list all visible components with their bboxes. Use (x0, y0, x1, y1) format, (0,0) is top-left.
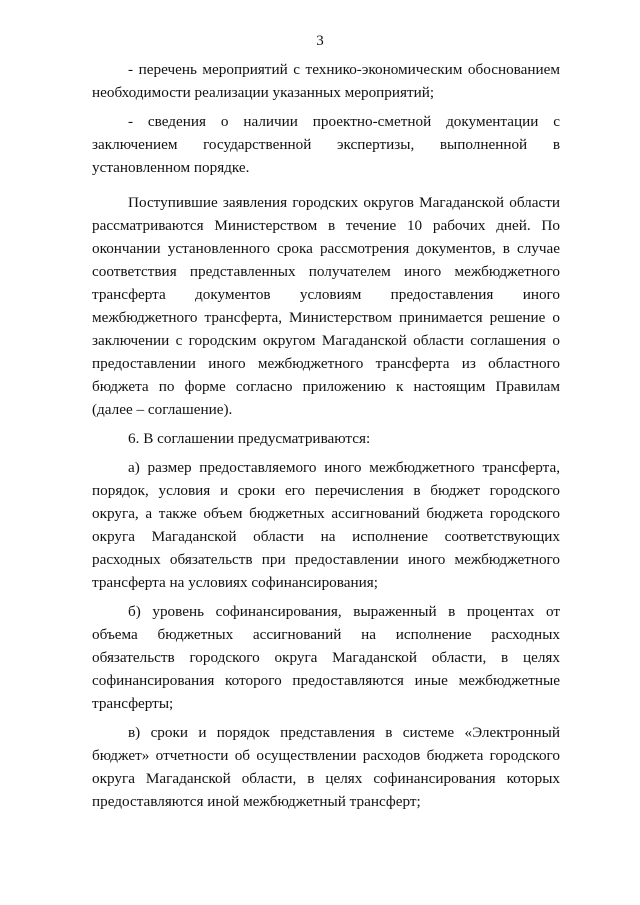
clause-b: б) уровень софинансирования, выраженный в процентах от объема бюджетных ассигнований на исполнение расходных обязательств городского округа Магаданской области, в целях софинансирования которого предоставляются иные межбюджетные трансферты; (92, 603, 560, 712)
section-heading-6: 6. В соглашении предусматриваются: (128, 430, 371, 447)
paragraph-review: Поступившие заявления городских округов Магаданской области рассматриваются Министерством в течение 10 рабочих дней. По окончании установленного срока рассмотрения документов, в случае соответствия представленных получателем иного межбюджетного трансферта документов условиям предоставления иного межбюджетного трансферта, Министерством принимается решение о заключении с городским округом Магаданской области соглашения о предоставлении иного межбюджетного трансферта из областного бюджета по форме согласно приложению к настоящим Правилам (далее – соглашение). (92, 194, 560, 418)
list-item-design-docs: - сведения о наличии проектно-сметной документации с заключением государственной экспертизы, выполненной в установленном порядке. (92, 113, 560, 176)
document-body (92, 58, 560, 819)
clause-v: в) сроки и порядок представления в системе «Электронный бюджет» отчетности об осуществлении расходов бюджета городского округа Магаданской области, в целях софинансирования которых предоставляются иной межбюджетный трансферт; (92, 724, 560, 810)
list-item-measures: - перечень мероприятий с технико-экономическим обоснованием необходимости реализации указанных мероприятий; (92, 61, 560, 101)
page-number: 3 (316, 33, 324, 49)
clause-a: а) размер предоставляемого иного межбюджетного трансферта, порядок, условия и сроки его перечисления в бюджет городского округа, а также объем бюджетных ассигнований бюджета городского округа Магаданской области на исполнение соответствующих расходных обязательств при предоставлении иного межбюджетного трансферта на условиях софинансирования; (92, 459, 560, 591)
